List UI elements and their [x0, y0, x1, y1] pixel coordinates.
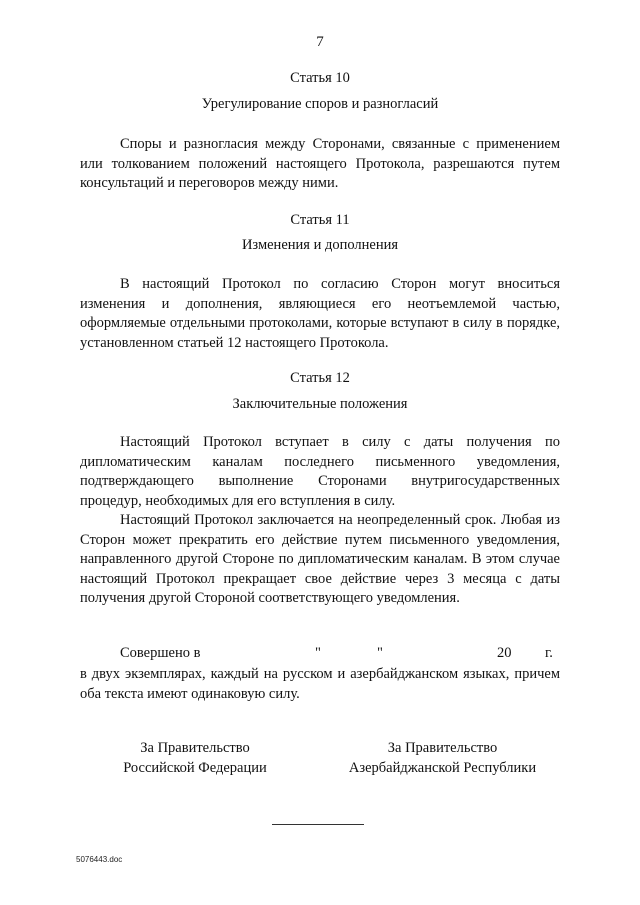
- signature-left: [100, 738, 290, 778]
- done-year-suffix: г.: [545, 645, 553, 661]
- signature-right-line2: Азербайджанской Республики: [348, 760, 537, 776]
- article-11-subtitle: Изменения и дополнения: [241, 237, 399, 253]
- article-11-paragraph: В настоящий Протокол по согласию Сторон могут вноситься изменения и дополнения, являющиеся его неотъемлемой частью, оформляемые отдельными протоколами, которые вступают в силу в порядке, установленном статьей 12 настоящего Протокола.: [80, 276, 560, 351]
- article-12-paragraph-2: Настоящий Протокол заключается на неопределенный срок. Любая из Сторон может прекратить его действие путем письменного уведомления, направленного другой Стороне по дипломатическим каналам. В этом случае настоящий Протокол прекращает свое действие через 3 месяца с даты получения другой Стороной соответствующего уведомления.: [80, 512, 560, 606]
- article-11-title: Статья 11: [290, 212, 350, 228]
- signature-right: [330, 738, 555, 778]
- signature-right-line1: За Правительство: [387, 740, 498, 756]
- article-10-title: Статья 10: [290, 70, 350, 86]
- signature-left-line2: Российской Федерации: [123, 760, 267, 776]
- signature-left-line1: За Правительство: [140, 740, 250, 756]
- done-year: 20: [497, 645, 512, 661]
- done-line: [80, 645, 560, 665]
- divider-line: [272, 824, 364, 825]
- article-12-title: Статья 12: [290, 370, 350, 386]
- done-prefix: Совершено в: [120, 645, 201, 661]
- done-continuation: в двух экземплярах, каждый на русском и азербайджанском языках, причем оба текста имеют одинаковую силу.: [80, 666, 560, 702]
- article-12-subtitle: Заключительные положения: [232, 396, 408, 412]
- date-quote-close: ": [377, 645, 383, 661]
- date-quote-open: ": [315, 645, 321, 661]
- page-number: 7: [316, 34, 324, 50]
- article-10-subtitle: Урегулирование споров и разногласий: [201, 96, 439, 112]
- article-10-paragraph: Споры и разногласия между Сторонами, связанные с применением или толкованием положений настоящего Протокола, разрешаются путем консультаций и переговоров между ними.: [80, 136, 560, 191]
- article-12-paragraph-1: Настоящий Протокол вступает в силу с даты получения по дипломатическим каналам последнего письменного уведомления, подтверждающего выполнение Сторонами внутригосударственных процедур, необходимых для его вступления в силу.: [80, 434, 560, 509]
- footer-code: 5076443.doc: [76, 855, 123, 864]
